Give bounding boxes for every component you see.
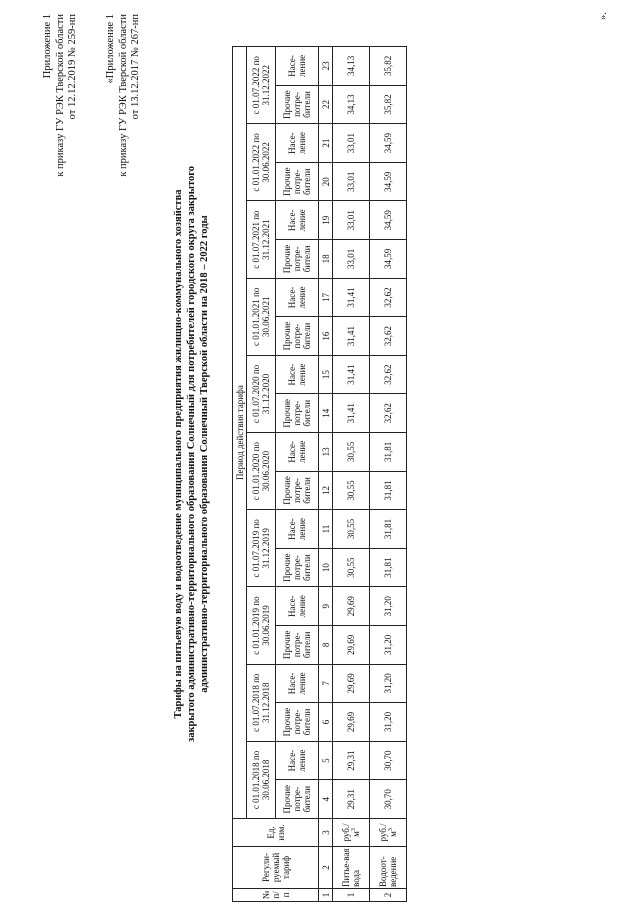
column-number: 18 bbox=[319, 240, 333, 279]
annex-new-line1: Приложение 1 bbox=[42, 14, 53, 79]
period-range-2: с 01.07.2018 по 31.12.2018 bbox=[247, 664, 276, 741]
row-unit-superscript: 3 bbox=[388, 828, 394, 832]
subheader-other-consumers: Прочие потре-бители bbox=[276, 240, 319, 279]
subheader-other-consumers: Прочие потре-бители bbox=[276, 703, 319, 742]
subheader-population: Насе-ление bbox=[276, 587, 319, 626]
tariff-value: 31,20 bbox=[370, 664, 407, 703]
tariff-value: 31,81 bbox=[370, 510, 407, 549]
column-number: 23 bbox=[319, 47, 333, 86]
column-number: 22 bbox=[319, 85, 333, 124]
tariff-value: 33,01 bbox=[333, 162, 370, 201]
header-row-subcolumns bbox=[276, 47, 319, 902]
tariff-value: 29,69 bbox=[333, 587, 370, 626]
column-number: 8 bbox=[319, 626, 333, 665]
title-line1: Тарифы на питьевую воду и водоотведение муниципального предприятия жилищно-коммунального хозяйства bbox=[173, 189, 184, 719]
row-unit bbox=[333, 819, 370, 847]
tariff-value: 32,62 bbox=[370, 355, 407, 394]
tariff-value: 30,55 bbox=[333, 510, 370, 549]
tariff-value: 32,62 bbox=[370, 278, 407, 317]
title-line3: административно-территориального образования Солнечный Тверской области на 2018 – 2022 годы bbox=[199, 215, 210, 693]
header-no: № п/ п bbox=[233, 889, 319, 902]
tariff-value: 33,01 bbox=[333, 240, 370, 279]
table-row bbox=[333, 47, 370, 902]
annex-old-line3: от 13.12.2017 № 267-нп bbox=[130, 14, 141, 120]
period-range-4: с 01.07.2019 по 31.12.2019 bbox=[247, 510, 276, 587]
header-row-ranges bbox=[247, 47, 276, 902]
tariff-value: 29,69 bbox=[333, 664, 370, 703]
subheader-other-consumers: Прочие потре-бители bbox=[276, 780, 319, 819]
subheader-population: Насе-ление bbox=[276, 124, 319, 163]
tariff-value: 30,70 bbox=[370, 741, 407, 780]
document-title bbox=[172, 44, 211, 864]
tariff-value: 34,13 bbox=[333, 85, 370, 124]
period-range-5: с 01.01.2020 по 30.06.2020 bbox=[247, 433, 276, 510]
column-number: 5 bbox=[319, 741, 333, 780]
row-number: 2 bbox=[370, 889, 407, 902]
subheader-population: Насе-ление bbox=[276, 278, 319, 317]
column-number: 10 bbox=[319, 548, 333, 587]
tariff-value: 31,41 bbox=[333, 278, 370, 317]
tariff-value: 31,81 bbox=[370, 433, 407, 472]
tariff-value: 29,69 bbox=[333, 626, 370, 665]
period-range-8: с 01.07.2021 по 31.12.2021 bbox=[247, 201, 276, 278]
column-number: 1 bbox=[319, 889, 333, 902]
subheader-population: Насе-ление bbox=[276, 664, 319, 703]
subheader-population: Насе-ление bbox=[276, 510, 319, 549]
period-range-7: с 01.01.2021 по 30.06.2021 bbox=[247, 278, 276, 355]
period-range-3: с 01.01.2019 по 30.06.2019 bbox=[247, 587, 276, 664]
tariff-value: 32,62 bbox=[370, 317, 407, 356]
tariff-value: 29,31 bbox=[333, 741, 370, 780]
tariff-value: 34,59 bbox=[370, 240, 407, 279]
annex-old-line2: к приказу ГУ РЭК Тверской области bbox=[117, 14, 129, 177]
row-unit-base: руб./м bbox=[378, 823, 398, 842]
title-line2: закрытого административно-территориального образования Солнечный для потребителей городского округа закрытого bbox=[186, 166, 197, 742]
tariff-value: 34,59 bbox=[370, 162, 407, 201]
column-number: 19 bbox=[319, 201, 333, 240]
subheader-other-consumers: Прочие потре-бители bbox=[276, 471, 319, 510]
column-number: 13 bbox=[319, 433, 333, 472]
period-range-1: с 01.01.2018 по 30.06.2018 bbox=[247, 741, 276, 818]
tariff-value: 33,01 bbox=[333, 201, 370, 240]
tariff-value: 31,20 bbox=[370, 587, 407, 626]
column-number: 15 bbox=[319, 355, 333, 394]
subheader-other-consumers: Прочие потре-бители bbox=[276, 162, 319, 201]
column-number: 11 bbox=[319, 510, 333, 549]
tariff-value: 31,20 bbox=[370, 703, 407, 742]
closing-mark: ». bbox=[598, 12, 609, 20]
tariff-value: 33,01 bbox=[333, 124, 370, 163]
column-number: 7 bbox=[319, 664, 333, 703]
tariff-value: 34,13 bbox=[333, 47, 370, 86]
period-range-6: с 01.07.2020 по 31.12.2020 bbox=[247, 355, 276, 432]
tariff-value: 31,81 bbox=[370, 471, 407, 510]
tariff-value: 35,82 bbox=[370, 47, 407, 86]
column-number: 3 bbox=[319, 819, 333, 847]
subheader-population: Насе-ление bbox=[276, 47, 319, 86]
header-period: Период действия тарифа bbox=[233, 47, 247, 819]
column-number: 6 bbox=[319, 703, 333, 742]
tariff-value: 31,81 bbox=[370, 548, 407, 587]
annex-old-line1: «Приложение 1 bbox=[105, 14, 116, 84]
annex-new-block bbox=[42, 14, 80, 344]
column-number: 9 bbox=[319, 587, 333, 626]
row-tariff-name: Питье-вая вода bbox=[333, 847, 370, 889]
tariff-table bbox=[232, 46, 407, 902]
period-range-10: с 01.07.2022 по 31.12.2022 bbox=[247, 47, 276, 124]
tariff-value: 30,55 bbox=[333, 548, 370, 587]
tariff-value: 31,20 bbox=[370, 626, 407, 665]
column-number: 16 bbox=[319, 317, 333, 356]
header-tariff: Регули-руемый тариф bbox=[233, 847, 319, 889]
column-number: 12 bbox=[319, 471, 333, 510]
row-unit-superscript: 3 bbox=[351, 828, 357, 832]
period-range-9: с 01.01.2022 по 30.06.2022 bbox=[247, 124, 276, 201]
tariff-value: 31,41 bbox=[333, 394, 370, 433]
subheader-other-consumers: Прочие потре-бители bbox=[276, 548, 319, 587]
tariff-value: 32,62 bbox=[370, 394, 407, 433]
row-unit bbox=[370, 819, 407, 847]
tariff-value: 34,59 bbox=[370, 201, 407, 240]
subheader-other-consumers: Прочие потре-бители bbox=[276, 626, 319, 665]
column-number: 14 bbox=[319, 394, 333, 433]
tariff-value: 30,55 bbox=[333, 471, 370, 510]
column-number: 2 bbox=[319, 847, 333, 889]
tariff-value: 29,31 bbox=[333, 780, 370, 819]
subheader-population: Насе-ление bbox=[276, 355, 319, 394]
row-tariff-name: Водоот-ведение bbox=[370, 847, 407, 889]
row-number: 1 bbox=[333, 889, 370, 902]
tariff-value: 31,41 bbox=[333, 355, 370, 394]
row-unit-base: руб./м bbox=[341, 823, 361, 842]
annex-new-line2: к приказу ГУ РЭК Тверской области bbox=[54, 14, 66, 177]
subheader-population: Насе-ление bbox=[276, 741, 319, 780]
annex-old-block bbox=[105, 14, 143, 344]
tariff-value: 34,59 bbox=[370, 124, 407, 163]
header-row-period bbox=[233, 47, 247, 902]
subheader-other-consumers: Прочие потре-бители bbox=[276, 317, 319, 356]
header-unit: Ед. изм. bbox=[233, 819, 319, 847]
tariff-value: 30,55 bbox=[333, 433, 370, 472]
annex-new-line3: от 12.12.2019 № 259-нп bbox=[67, 14, 78, 120]
column-number: 17 bbox=[319, 278, 333, 317]
subheader-population: Насе-ление bbox=[276, 201, 319, 240]
tariff-value: 30,70 bbox=[370, 780, 407, 819]
column-number: 21 bbox=[319, 124, 333, 163]
subheader-other-consumers: Прочие потре-бители bbox=[276, 394, 319, 433]
table-row bbox=[370, 47, 407, 902]
tariff-value: 29,69 bbox=[333, 703, 370, 742]
tariff-value: 31,41 bbox=[333, 317, 370, 356]
subheader-other-consumers: Прочие потре-бители bbox=[276, 85, 319, 124]
subheader-population: Насе-ление bbox=[276, 433, 319, 472]
column-number: 20 bbox=[319, 162, 333, 201]
column-number: 4 bbox=[319, 780, 333, 819]
header-row-numbers bbox=[319, 47, 333, 902]
tariff-value: 35,82 bbox=[370, 85, 407, 124]
